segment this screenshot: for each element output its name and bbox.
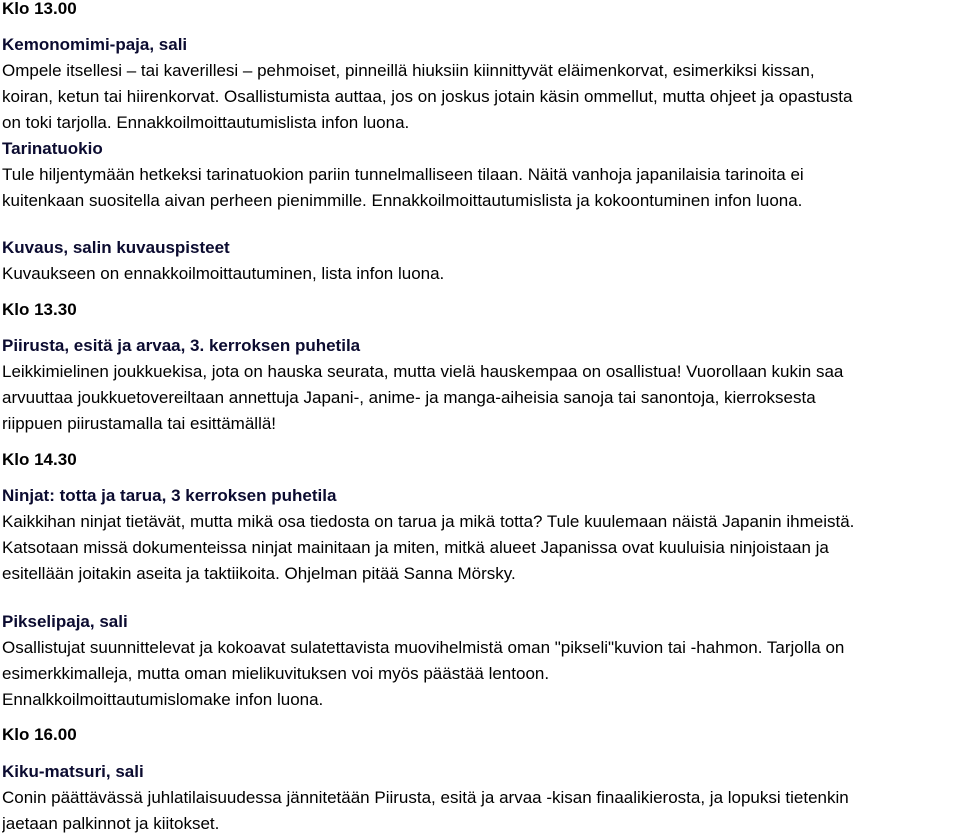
event-description: riippuen piirustamalla tai esittämällä!	[2, 414, 277, 433]
event-description: Ennalkkoilmoittautumislomake infon luona.	[2, 690, 324, 709]
event-title: Pikselipaja, sali	[2, 612, 128, 631]
event-title: Tarinatuokio	[2, 139, 103, 158]
event-description: on toki tarjolla. Ennakkoilmoittautumislista infon luona.	[2, 113, 410, 132]
event-description: Kaikkihan ninjat tietävät, mutta mikä osa tiedosta on tarua ja mikä totta? Tule kuulemaan näistä Japanin ihmeistä.	[2, 512, 855, 531]
event-description: Katsotaan missä dokumenteissa ninjat mainitaan ja miten, mitkä alueet Japanissa ovat kuuluisia ninjoistaan ja	[2, 538, 829, 557]
event-description: arvuuttaa joukkuetovereiltaan annettuja Japani-, anime- ja manga-aiheisia sanoja tai sanontoja, kierroksesta	[2, 388, 816, 407]
event-title: Kemonomimi-paja, sali	[2, 35, 188, 54]
time-heading: Klo 16.00	[2, 725, 77, 744]
event-description: Tule hiljentymään hetkeksi tarinatuokion pariin tunnelmalliseen tilaan. Näitä vanhoja japanilaisia tarinoita ei	[2, 165, 804, 184]
event-description: Conin päättävässä juhlatilaisuudessa jännitetään Piirusta, esitä ja arvaa -kisan finaalikierosta, ja lopuksi tietenkin	[2, 788, 849, 807]
event-title: Kuvaus, salin kuvauspisteet	[2, 238, 230, 257]
event-title: Piirusta, esitä ja arvaa, 3. kerroksen puhetila	[2, 336, 361, 355]
event-description: jaetaan palkinnot ja kiitokset.	[2, 814, 220, 833]
event-description: Ompele itsellesi – tai kaverillesi – pehmoiset, pinneillä hiuksiin kiinnittyvät eläimenkorvat, esimerkiksi kissan,	[2, 61, 815, 80]
event-title: Kiku-matsuri, sali	[2, 762, 144, 781]
event-description: koiran, ketun tai hiirenkorvat. Osallistumista auttaa, jos on joskus jotain käsin ommellut, mutta ohjeet ja opastusta	[2, 87, 853, 106]
time-heading: Klo 13.00	[2, 0, 77, 18]
event-description: esimerkkimalleja, mutta oman mielikuvituksen voi myös päästää lentoon.	[2, 664, 550, 683]
event-description: esitellään joitakin aseita ja taktiikoita. Ohjelman pitää Sanna Mörsky.	[2, 564, 516, 583]
event-description: Osallistujat suunnittelevat ja kokoavat sulatettavista muovihelmistä oman "pikseli"kuvion tai -hahmon. Tarjolla on	[2, 638, 845, 657]
event-description: Leikkimielinen joukkuekisa, jota on hauska seurata, mutta vielä hauskempaa on osallistua! Vuorollaan kukin saa	[2, 362, 844, 381]
event-description: kuitenkaan suositella aivan perheen pienimmille. Ennakkoilmoittautumislista ja kokoontuminen infon luona.	[2, 191, 803, 210]
event-description: Kuvaukseen on ennakkoilmoittautuminen, lista infon luona.	[2, 264, 445, 283]
time-heading: Klo 14.30	[2, 450, 77, 469]
time-heading: Klo 13.30	[2, 300, 77, 319]
event-title: Ninjat: totta ja tarua, 3 kerroksen puhetila	[2, 486, 337, 505]
